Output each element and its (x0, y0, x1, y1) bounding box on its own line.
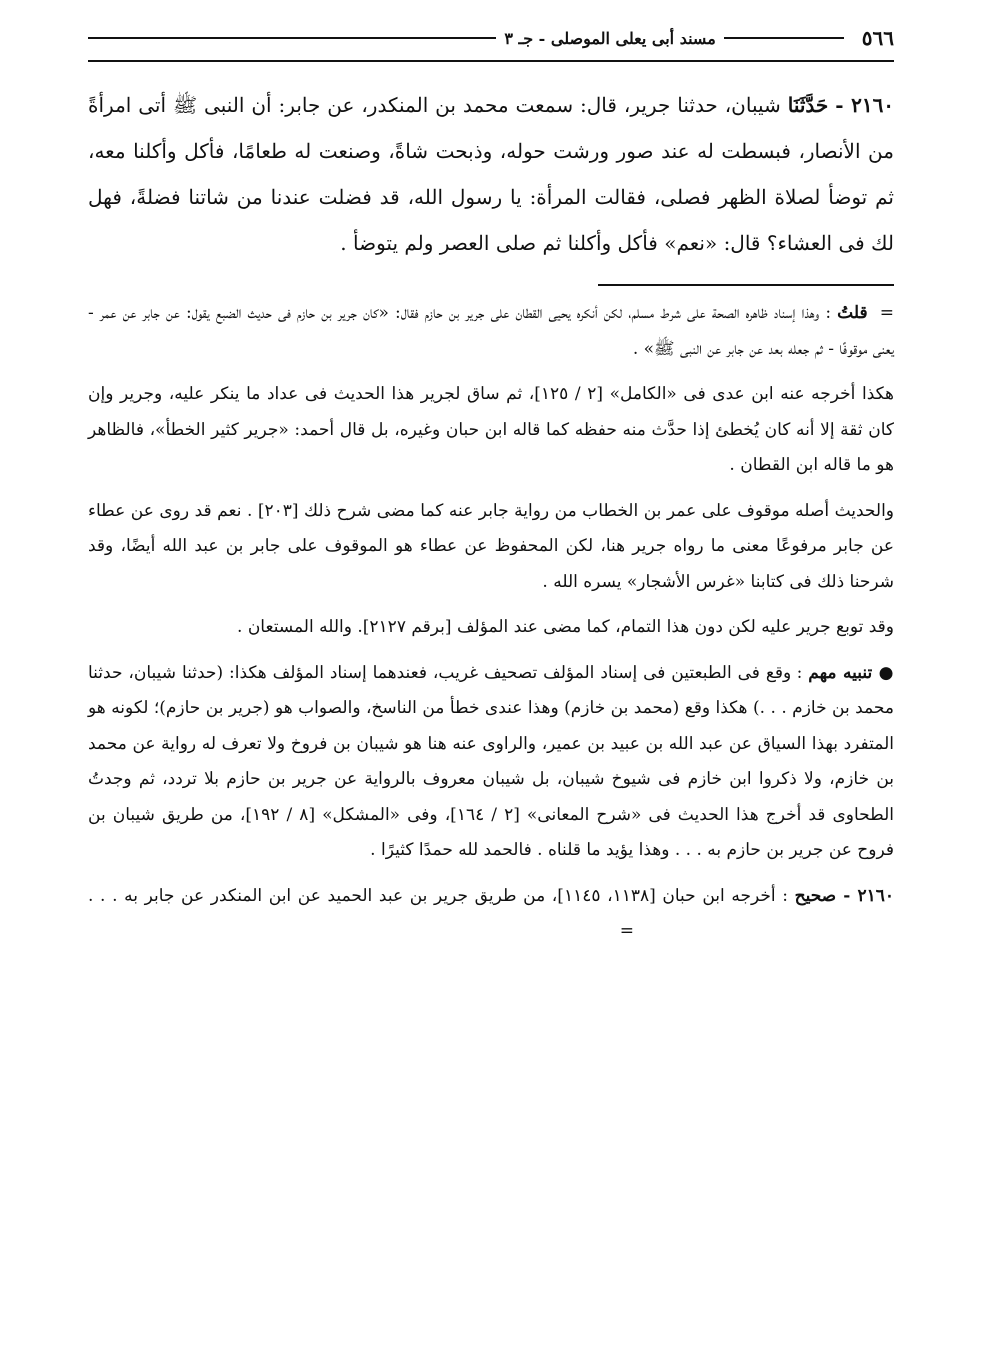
note-text: والحديث أصله موقوف على عمر بن الخطاب من رواية جابر عنه كما مضى شرح ذلك [٢٠٣] . نعم قد روى عن عطاء عن جابر مرفوعًا معنى ما رواه جرير هنا، لكن المحفوظ عن عطاء هو الموقوف على جابر بن عبد الله أيضًا، وقد شرحنا ذلك فى كتابنا «غرس الأشجار» يسره الله . (88, 500, 894, 592)
note-label: ٢١٦٠ - صحيح (794, 885, 895, 906)
header-rule-long (88, 37, 496, 39)
continuation-mark: = (879, 303, 894, 323)
note-label: ● تنبيه مهم (808, 662, 894, 683)
note-paragraph (88, 377, 894, 484)
book-title: مسند أبى يعلى الموصلى - جـ ٣ (504, 28, 716, 48)
note-paragraph (88, 494, 894, 601)
book-page (88, 18, 894, 960)
note-text: : وقع فى الطبعتين فى إسناد المؤلف تصحيف غريب، فعندهما إسناد المؤلف هكذا: (حدثنا شيبان، حدثنا محمد بن خازم . . .) هكذا وقع (محمد بن خازم) وهذا عندى خطأ من الناسخ، والصواب هو (جرير بن حازم)؛ لكونه هو المتفرد بهذا السياق عن عبد الله بن عبيد بن عمير، والراوى عنه هنا هو شيبان بن فروخ ولا تعرف له رواية عن محمد بن خازم، ولا ذكروا ابن خازم فى شيوخ شيبان، بل شيبان معروف بالرواية عن جرير بن حازم بلا تردد، ثم وجدتُ الطحاوى قد أخرج هذا الحديث فى «شرح المعانى» [٢ / ١٦٤]، وفى «المشكل» [٨ / ١٩٢]، من طريق شيبان بن فروح عن جرير بن حازم به . . . وهذا يؤيد ما قلناه . فالحمد لله حمدًا كثيرًا . (88, 662, 894, 860)
note-label: قلتُ (837, 303, 868, 323)
footnote-divider (598, 284, 894, 286)
note-paragraph (88, 296, 894, 367)
note-paragraph (88, 879, 894, 950)
note-text: هكذا أخرجه عنه ابن عدى فى «الكامل» [٢ / ١٢٥]، ثم ساق لجرير هذا الحديث فى عداد ما ينكر عليه، وجرير وإن كان ثقة إلا أنه كان يُخطئ إذا حدَّث منه حفظه كما قاله ابن حبان وغيره، بل قال أحمد: «جرير كثير الخطأ»، فالظاهر هو ما قاله ابن القطان . (88, 384, 894, 475)
header-rule-short (724, 37, 844, 39)
page-number: ٥٦٦ (861, 26, 894, 50)
note-text: وقد توبع جرير عليه لكن دون هذا التمام، كما مضى عند المؤلف [برقم ٢١٢٧]. والله المستعان . (237, 617, 894, 637)
hadith-body: شيبان، حدثنا جرير، قال: سمعت محمد بن المنكدر، عن جابر: أن النبى ﷺ أتى امرأةً من الأنصار، فبسطت له عند صور ورشت حوله، وذبحت شاةً، وصنعت له طعامًا، فأكل وأكلنا معه، ثم توضأ لصلاة الظهر فصلى، فقالت المرأة: يا رسول الله، قد فضلت عندنا من شاتنا فضلةً، فهل لك فى العشاء؟ قال: «نعم» فأكل وأكلنا ثم صلى العصر ولم يتوضأ . (88, 93, 894, 255)
hadith-text (88, 82, 894, 266)
note-text: : وهذا إسناد ظاهره الصحة على شرط مسلم، لكن أنكره يحيى القطان على جرير بن حازم فقال: «كان جرير بن حازم فى حديث الضبع يقول: عن جابر عن عمر - يعنى موقوفًا - ثم جعله بعد عن جابر عن النبى ﷺ» . (88, 303, 894, 359)
continuation-mark: = (619, 921, 634, 941)
hadith-lead: حَدَّثَنَا (787, 93, 829, 117)
footnotes (88, 296, 894, 950)
page-header (88, 18, 894, 62)
note-paragraph (88, 610, 894, 646)
note-paragraph (88, 656, 894, 869)
hadith-number: ٢١٦٠ - (835, 93, 895, 117)
note-text: : أخرجه ابن حبان [١١٣٨، ١١٤٥]، من طريق جرير بن عبد الحميد عن ابن المنكدر عن جابر به . . . (88, 885, 788, 906)
